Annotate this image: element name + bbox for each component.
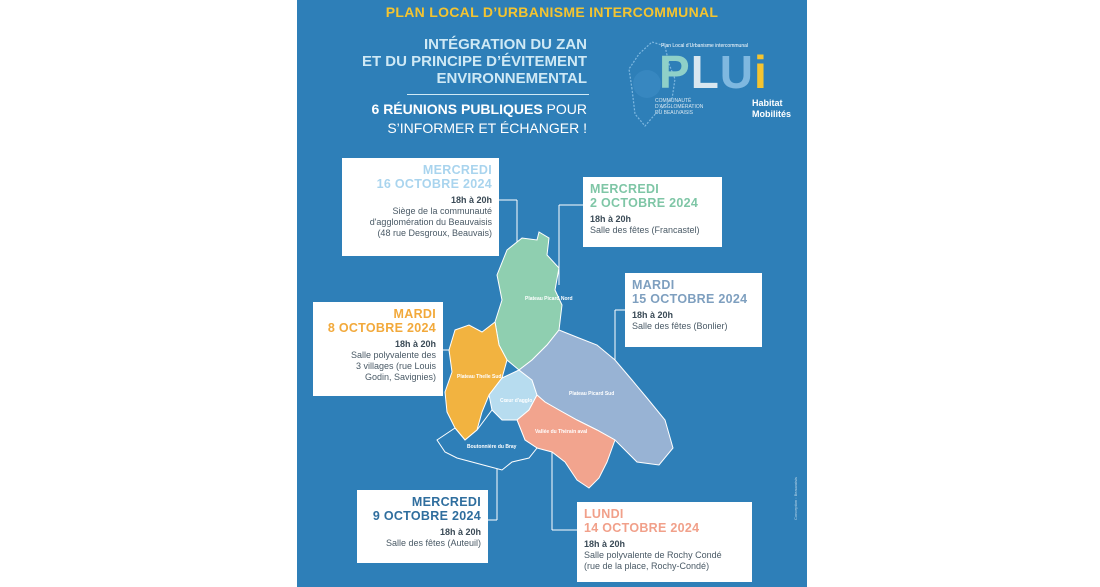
logo-letter-l: L: [690, 46, 720, 98]
logo-caption: Plan Local d’Urbanisme intercommunal: [661, 43, 748, 49]
meetings-line-2: S’INFORMER ET ÉCHANGER !: [387, 120, 587, 136]
meeting-time: 18h à 20h: [439, 527, 481, 537]
meeting-day: MERCREDI: [411, 495, 481, 509]
meetings-count: 6 RÉUNIONS PUBLIQUES: [371, 101, 543, 117]
logo-letter-u: U: [719, 46, 755, 98]
meeting-time: 18h à 20h: [590, 214, 632, 224]
label-thelle: Plateau Thelle Sud: [457, 374, 502, 380]
logo-agglo-text: COMMUNAUTÉ D'AGGLOMÉRATION DU BEAUVAISIS: [655, 98, 704, 116]
label-picard-sud: Plateau Picard Sud: [569, 391, 615, 397]
subtitle-line-2: ET DU PRINCIPE D’ÉVITEMENT: [361, 53, 587, 70]
meeting-place-line: 3 villages (rue Louis: [355, 361, 436, 371]
credit-text: Conception : Beauvaisis: [793, 477, 798, 520]
meeting-card-15-octobre: [625, 273, 762, 347]
label-picard-nord: Plateau Picard Nord: [525, 296, 573, 302]
logo-letter-i: i: [754, 46, 768, 98]
meeting-day: MERCREDI: [590, 182, 660, 196]
meeting-place-line: Siège de la communauté: [392, 206, 492, 216]
subtitle-line-3: ENVIRONNEMENTAL: [436, 70, 587, 87]
meeting-date: 14 OCTOBRE 2024: [584, 521, 700, 535]
meeting-place-line: Salle des fêtes (Francastel): [590, 225, 700, 235]
meeting-place-line: (rue de la place, Rochy-Condé): [584, 561, 710, 571]
label-bray: Boutonnière du Bray: [467, 444, 517, 450]
poster: [297, 0, 807, 587]
meeting-day: LUNDI: [584, 507, 624, 521]
meeting-day: MARDI: [393, 307, 436, 321]
meeting-day: MARDI: [632, 278, 675, 292]
label-therain: Vallée du Thérain aval: [535, 429, 588, 435]
meetings-for: POUR: [542, 101, 587, 117]
label-coeur: Cœur d'agglo: [500, 398, 533, 404]
meeting-place-line: Salle polyvalente de Rochy Condé: [584, 550, 722, 560]
subtitle-line-1: INTÉGRATION DU ZAN: [423, 36, 587, 53]
logo-letter-p: P: [659, 46, 691, 98]
meeting-place-line: d'agglomération du Beauvaisis: [369, 217, 492, 227]
meeting-place-line: Godin, Savignies): [364, 372, 436, 382]
meeting-date: 16 OCTOBRE 2024: [376, 177, 492, 191]
meeting-card-16-octobre: [342, 158, 499, 256]
meeting-card-2-octobre: [583, 177, 722, 247]
meeting-time: 18h à 20h: [632, 310, 674, 320]
meeting-place-line: Salle polyvalente des: [350, 350, 436, 360]
meeting-time: 18h à 20h: [394, 339, 436, 349]
logo-tag-habitat: Habitat: [752, 98, 783, 108]
meeting-date: 2 OCTOBRE 2024: [590, 196, 699, 210]
meeting-time: 18h à 20h: [584, 539, 626, 549]
meeting-time: 18h à 20h: [450, 195, 492, 205]
logo-tag-mobilites: Mobilités: [752, 109, 792, 119]
meeting-card-9-octobre: [357, 490, 488, 563]
meeting-date: 8 OCTOBRE 2024: [327, 321, 436, 335]
meeting-date: 9 OCTOBRE 2024: [372, 509, 481, 523]
meeting-place-line: Salle des fêtes (Auteuil): [385, 538, 481, 548]
meeting-date: 15 OCTOBRE 2024: [632, 292, 748, 306]
meeting-place-line: Salle des fêtes (Bonlier): [632, 321, 728, 331]
meeting-place-line: (48 rue Desgroux, Beauvais): [377, 228, 492, 238]
meeting-card-8-octobre: [313, 302, 443, 396]
meeting-card-14-octobre: [577, 502, 752, 582]
poster-title: PLAN LOCAL D’URBANISME INTERCOMMUNAL: [385, 4, 719, 20]
meeting-day: MERCREDI: [422, 163, 492, 177]
